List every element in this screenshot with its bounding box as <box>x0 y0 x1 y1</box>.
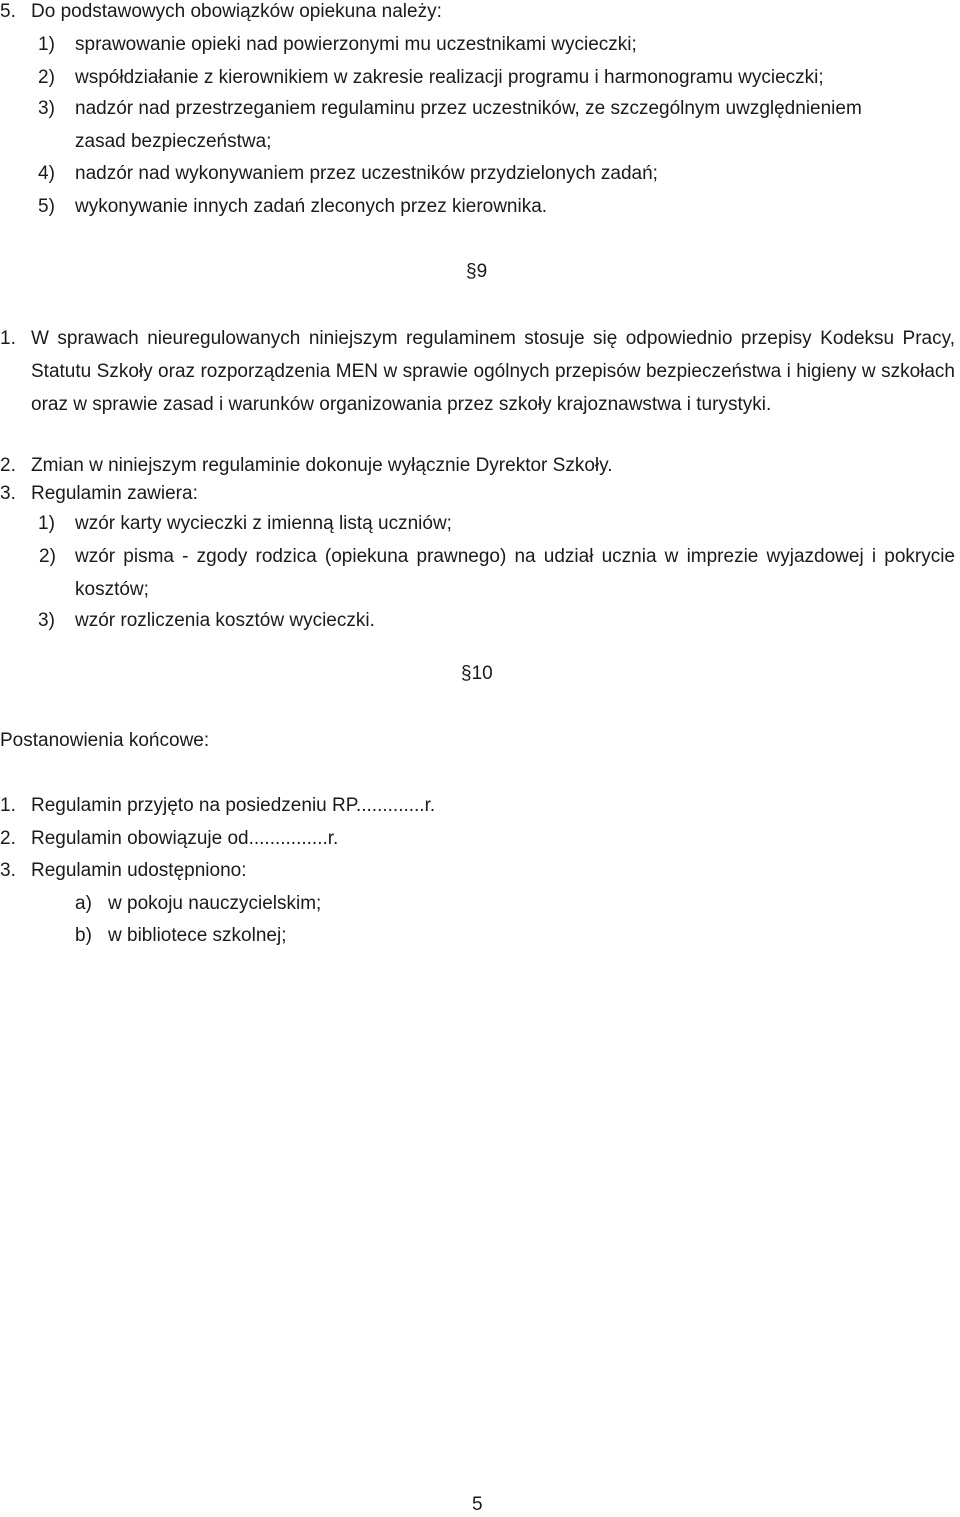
paragraph-9-title: §9 <box>466 261 488 282</box>
section-heading-text: Do podstawowych obowiązków opiekuna należy: <box>31 1 442 22</box>
list-item-text: sprawowanie opieki nad powierzonymi mu uczestnikami wycieczki; <box>75 34 637 55</box>
point-text: Regulamin przyjęto na posiedzeniu RP.............r. <box>31 795 436 816</box>
sub-list-item-letter: b) <box>75 925 92 946</box>
point-number: 3. <box>0 860 16 881</box>
list-item-text: wzór karty wycieczki z imienną listą uczniów; <box>75 513 452 534</box>
point-number: 2. <box>0 455 16 476</box>
list-item-text: nadzór nad przestrzeganiem regulaminu przez uczestników, ze szczególnym uwzględnieniem <box>75 98 862 119</box>
point-text: Regulamin obowiązuje od...............r. <box>31 828 339 849</box>
list-item-number: 5) <box>38 196 55 217</box>
point-number: 2. <box>0 828 16 849</box>
list-item-text: współdziałanie z kierownikiem w zakresie realizacji programu i harmonogramu wycieczki; <box>75 67 824 88</box>
paragraph-9-point-1 <box>0 322 955 421</box>
page-number: 5 <box>472 1494 483 1515</box>
list-item <box>39 540 955 606</box>
sub-list-item-letter: a) <box>75 893 92 914</box>
list-item-text: wykonywanie innych zadań zleconych przez kierownika. <box>75 196 548 217</box>
list-item-text: wzór rozliczenia kosztów wycieczki. <box>75 610 375 631</box>
list-item-number: 3) <box>38 98 55 119</box>
list-item-number: 2) <box>38 67 55 88</box>
list-item-number: 3) <box>38 610 55 631</box>
list-item-number: 2) <box>39 546 56 567</box>
point-number: 3. <box>0 483 16 504</box>
point-text: Regulamin zawiera: <box>31 483 198 504</box>
list-item-text: wzór pisma - zgody rodzica (opiekuna prawnego) na udział ucznia w imprezie wyjazdowej i pokrycie kosztów; <box>75 546 955 600</box>
list-item-number: 1) <box>38 34 55 55</box>
list-item-number: 4) <box>38 163 55 184</box>
list-item-text: nadzór nad wykonywaniem przez uczestników przydzielonych zadań; <box>75 163 658 184</box>
point-text: Zmian w niniejszym regulaminie dokonuje wyłącznie Dyrektor Szkoły. <box>31 455 613 476</box>
sub-list-item-text: w pokoju nauczycielskim; <box>108 893 322 914</box>
point-number: 1. <box>0 328 16 349</box>
list-item-number: 1) <box>38 513 55 534</box>
final-provisions-heading: Postanowienia końcowe: <box>0 730 210 751</box>
point-text: Regulamin udostępniono: <box>31 860 247 881</box>
section-number: 5. <box>0 1 16 22</box>
point-number: 1. <box>0 795 16 816</box>
paragraph-10-title: §10 <box>461 663 493 684</box>
point-text: W sprawach nieuregulowanych niniejszym regulaminem stosuje się odpowiednio przepisy Kodeksu Pracy, Statutu Szkoły oraz rozporządzenia MEN w sprawie ogólnych przepisów bezpieczeństwa i higieny w szkołach oraz w sprawie zasad i warunków organizowania przez szkoły krajoznawstwa i turystyki. <box>31 328 955 415</box>
sub-list-item-text: w bibliotece szkolnej; <box>108 925 287 946</box>
list-item-text: zasad bezpieczeństwa; <box>75 131 272 152</box>
